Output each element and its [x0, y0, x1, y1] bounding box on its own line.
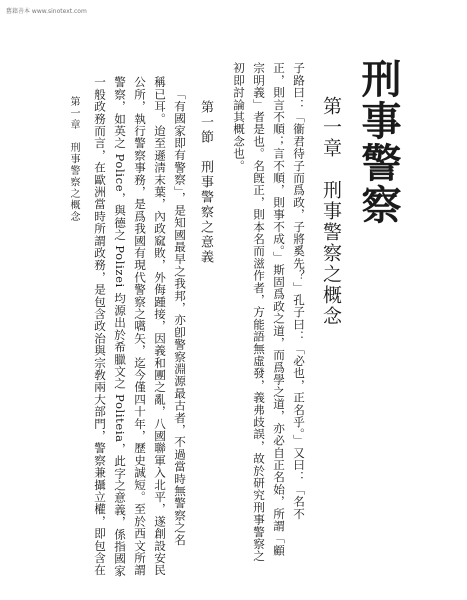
section-line-1: 「有國家即有警察」，是知國最早之我邦，亦卽警察淵源最古者，不過當時無警察之名: [173, 88, 187, 546]
section-title: 第一節 刑事警察之意義: [198, 100, 213, 265]
chapter-title: 第一章 刑事警察之概念: [320, 96, 342, 327]
section-line-3: 公所，執行警察事務，是爲我國有現代警察之嚆矢，迄今僅四十年，歷史誠短。至於西文所謂: [133, 76, 147, 577]
book-title: 刑事警察: [355, 58, 402, 226]
library-stamp: 舊籍善本 www.sinotext.com: [6, 8, 87, 15]
intro-line-4: 初即討論其概念也。: [232, 62, 246, 172]
intro-line-1: 子路曰：「衞君待子而爲政，子將奚先？」孔子曰：「必也，正名乎。」又曰：「名不: [292, 62, 306, 520]
intro-line-3: 宗明義」者是也。名旣正，則本名而滋作者，方能語無虛發，義弗歧誤，故於研究刑事警察之: [252, 62, 266, 563]
intro-line-2: 正，則言不順；言不順，則事不成。」斯固爲政之道，而爲學之道，亦必自正名始，所謂「顧: [272, 62, 286, 557]
section-line-4: 警察，如英之 Police，與德之 Polizei 均源出於希臘文之 Politeia，此字之意義，係指國家: [113, 76, 127, 577]
section-line-5: 一般政務而言，在歐洲當時所謂政務，是包含政治與宗敎兩大部門，警察兼攝立權，即包含在: [93, 76, 107, 577]
running-footer: 第一章 刑事警察之概念: [68, 96, 79, 223]
section-line-2: 稱已耳。迨至遜淸末葉，內政窳敗，外侮踵接，因義和團之亂，八國聯軍入北平，遂創設安民: [153, 76, 167, 577]
